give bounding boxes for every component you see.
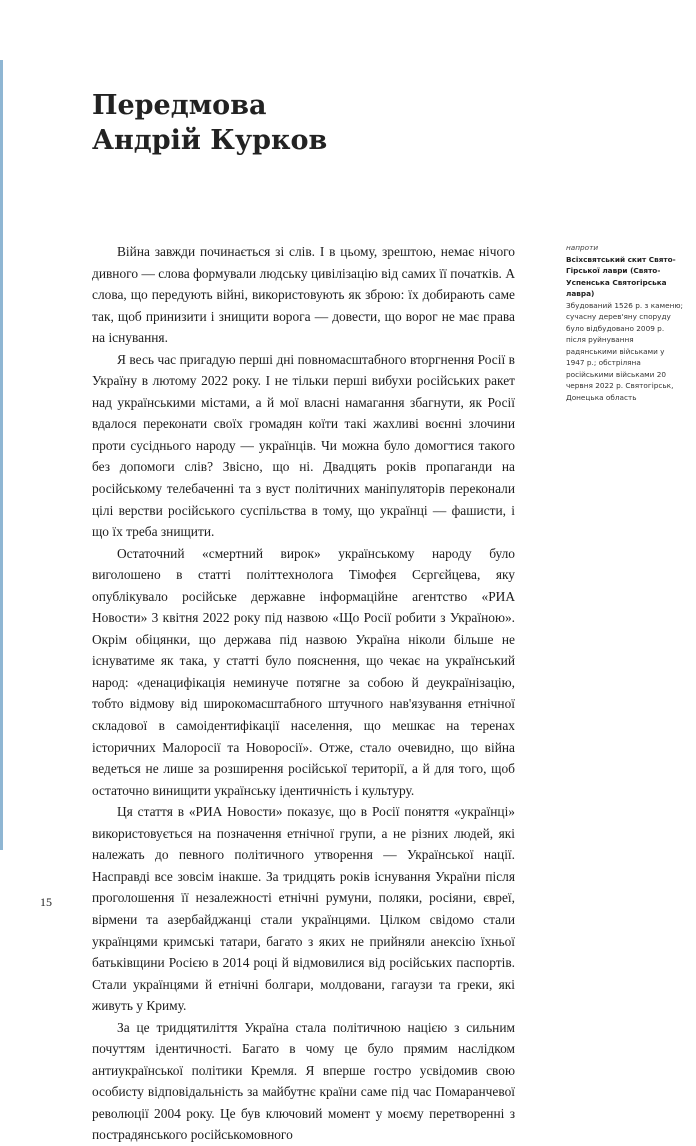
body-text	[92, 241, 515, 1146]
chapter-title-line-1: Передмова	[92, 90, 267, 121]
body-paragraph: Остаточний «смертний вирок» українському народу було виголошено в статті політтехнолога Тімофєя Сєргєйцева, яку опублікувало російське державне інформаційне агентство «РИА Новости» 3 квітня 2022 року під назвою «Що Росії робити з Україною». Окрім обіцянки, що держава під назвою Україна ніколи більше не існуватиме як така, у статті було пояснення, що чекає на український народ: «денацифікація неминуче потягне за собою й деукраїнізацію, тобто відмову від широкомасштабного штучного нав'язування етнічної складової в самоідентифікації населення, що мешкає на теренах історичних Малоросії та Новоросії». Отже, стало очевидно, що війна ведеться не лише за розширення російської території, а й для того, щоб остаточно винищити українську ідентичність і культуру.	[92, 545, 515, 798]
body-paragraph: Війна завжди починається зі слів. І в цьому, зрештою, немає нічого дивного — слова формували людську цивілізацію від самих її початків. А слова, що передують війні, використовують як зброю: їх добирають саме так, щоб принизити і знищити ворога — довести, що ворог не має права на існування.	[92, 244, 515, 346]
body-paragraph: Я весь час пригадую перші дні повномасштабного вторгнення Росії в Україну в лютому 2022 року. І не тільки перші вибухи російських ракет над українськими містами, а й мої власні намагання збагнути, як Росії вдалося переконати своїх громадян коїти такі жахливі воєнні злочини проти сусіднього народу — українців. Чи можна було домогтися такого без допомоги слів? Звісно, що ні. Двадцять років пропаганди на російському телебаченні та з вуст політичних маніпуляторів переконали цілі верстви російського суспільства в тому, що українці — фашисти, і що їх треба знищити.	[92, 351, 515, 540]
page-number: 15	[40, 895, 52, 909]
photo-caption	[566, 242, 684, 403]
caption-label: напроти	[566, 243, 599, 252]
chapter-title-line-2: Андрій Курков	[92, 125, 328, 156]
page-edge-bar	[0, 60, 3, 850]
body-paragraph: За це тридцятиліття Україна стала політичною нацією з сильним почуттям ідентичності. Багато в чому це було прямим наслідком антиукраїнської політики Кремля. Я вперше гостро усвідомив свою особисту відповідальність за майбутнє країни саме під час Помаранчевої революції 2004 року. Це був ключовий момент у моєму перетворенні з пострадянського російськомовного	[92, 1019, 515, 1143]
caption-text: Збудований 1526 р. з каменю; сучасну дерев'яну споруду було відбудовано 2009 р. після руйнування радянськими військами у 1947 р.; обстріляна російськими військами 20 червня 2022 р. Святогірськ, Донецька область	[566, 300, 683, 402]
caption-title: Всіхсвятський скит Свято-Гірської лаври (Свято-Успенська Святогірська лавра)	[566, 254, 676, 298]
body-paragraph: Ця стаття в «РИА Новости» показує, що в Росії поняття «українці» використовується на позначення етнічної групи, а не різних людей, які належать до певного політичного утворення — Української нації. Насправді все зовсім інакше. За тридцять років існування України після проголошення її незалежності етнічні румуни, поляки, росіяни, євреї, вірмени та азербайджанці стали українцями. Цілком свідомо стали українцями кримські татари, багато з яких не прийняли анексію їхньої батьківщини Росією в 2014 році й відмовилися від російських паспортів. Стали українцями й етнічні болгари, молдовани, гагаузи та греки, які живуть у Криму.	[92, 804, 515, 1014]
chapter-title	[92, 88, 327, 158]
